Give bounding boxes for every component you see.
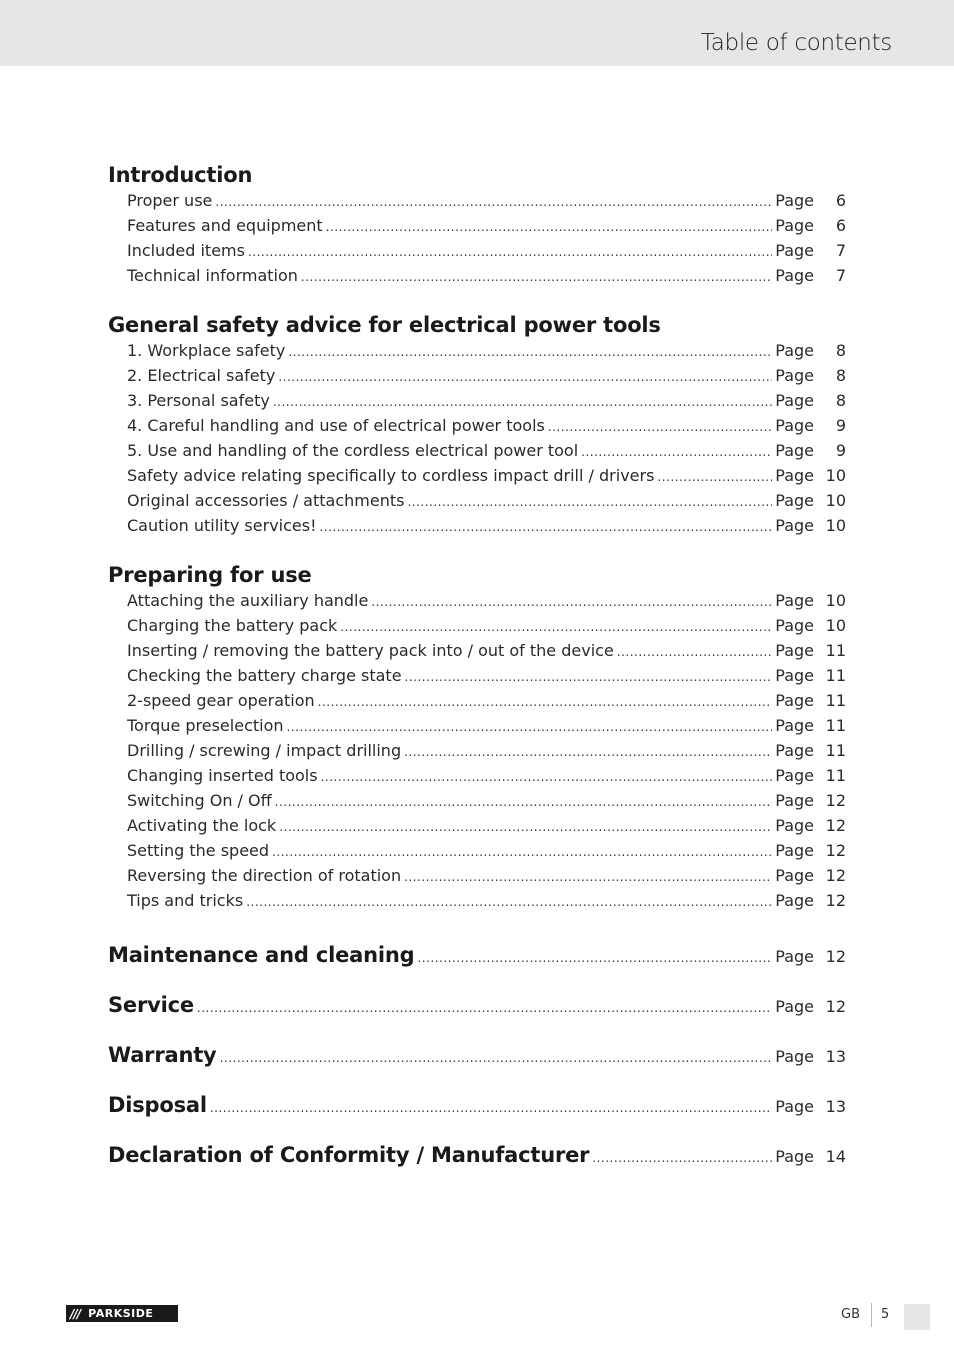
page-word: Page bbox=[775, 716, 814, 735]
leader-dots bbox=[405, 665, 773, 690]
page-title: Table of contents bbox=[700, 30, 892, 56]
leader-dots bbox=[275, 790, 773, 815]
toc-entry[interactable] bbox=[108, 413, 846, 438]
leader-dots bbox=[326, 215, 773, 240]
leader-dots bbox=[340, 615, 772, 640]
page-number: 12 bbox=[825, 866, 846, 885]
leader-dots bbox=[287, 715, 773, 740]
page-word: Page bbox=[775, 1097, 814, 1116]
entry-label: Attaching the auxiliary handle bbox=[127, 591, 369, 610]
page-word: Page bbox=[775, 241, 814, 260]
leader-dots bbox=[246, 890, 772, 915]
leader-dots bbox=[404, 740, 772, 765]
page-word: Page bbox=[775, 866, 814, 885]
toc-entry[interactable] bbox=[108, 663, 846, 688]
leader-dots bbox=[321, 765, 773, 790]
page-number: 7 bbox=[835, 241, 846, 260]
page-word: Page bbox=[775, 766, 814, 785]
footer-divider bbox=[871, 1303, 872, 1327]
logo-text: PARKSIDE bbox=[88, 1307, 154, 1320]
toc-entry[interactable] bbox=[108, 213, 846, 238]
section-title: Service bbox=[108, 993, 194, 1017]
section-title: Declaration of Conformity / Manufacturer bbox=[108, 1143, 590, 1167]
section-title: Maintenance and cleaning bbox=[108, 943, 415, 967]
toc-entry[interactable] bbox=[108, 238, 846, 263]
entry-label: Torque preselection bbox=[127, 716, 284, 735]
page-number: 10 bbox=[825, 466, 846, 485]
toc-entry[interactable] bbox=[108, 613, 846, 638]
entry-label: 1. Workplace safety bbox=[127, 341, 286, 360]
toc-entry[interactable] bbox=[108, 338, 846, 363]
section-title: Disposal bbox=[108, 1093, 207, 1117]
toc-entry[interactable] bbox=[108, 438, 846, 463]
page-number: 12 bbox=[825, 891, 846, 910]
leader-dots bbox=[407, 490, 772, 515]
page-number: 10 bbox=[825, 616, 846, 635]
leader-dots bbox=[581, 440, 772, 465]
toc-entry[interactable] bbox=[108, 813, 846, 838]
page-word: Page bbox=[775, 366, 814, 385]
entry-label: Included items bbox=[127, 241, 245, 260]
toc-entry[interactable] bbox=[108, 463, 846, 488]
page-word: Page bbox=[775, 416, 814, 435]
toc-entry[interactable] bbox=[108, 788, 846, 813]
leader-dots bbox=[248, 240, 772, 265]
toc-section-maintenance[interactable] bbox=[108, 933, 846, 983]
page-word: Page bbox=[775, 266, 814, 285]
page-word: Page bbox=[775, 891, 814, 910]
entry-label: 2-speed gear operation bbox=[127, 691, 315, 710]
entry-label: 4. Careful handling and use of electrical power tools bbox=[127, 416, 545, 435]
entry-label: Caution utility services! bbox=[127, 516, 317, 535]
header-band bbox=[0, 0, 954, 66]
toc-entry[interactable] bbox=[108, 488, 846, 513]
entry-label: Features and equipment bbox=[127, 216, 323, 235]
section-title: Introduction bbox=[108, 163, 253, 187]
page-word: Page bbox=[775, 841, 814, 860]
page-number: 12 bbox=[825, 816, 846, 835]
page-number: 11 bbox=[825, 641, 846, 660]
page-number: 12 bbox=[825, 841, 846, 860]
entry-label: Reversing the direction of rotation bbox=[127, 866, 402, 885]
page-word: Page bbox=[775, 691, 814, 710]
entry-label: Charging the battery pack bbox=[127, 616, 338, 635]
page-number: 6 bbox=[835, 216, 846, 235]
leader-dots bbox=[404, 865, 772, 890]
entry-label: Proper use bbox=[127, 191, 213, 210]
page-number: 11 bbox=[825, 691, 846, 710]
page-word: Page bbox=[775, 947, 814, 966]
page-word: Page bbox=[775, 997, 814, 1016]
toc-section-service[interactable] bbox=[108, 983, 846, 1033]
page-word: Page bbox=[775, 616, 814, 635]
language-code: GB bbox=[841, 1307, 860, 1322]
leader-dots bbox=[417, 936, 772, 980]
parkside-logo bbox=[66, 1305, 178, 1322]
toc-entry[interactable] bbox=[108, 513, 846, 538]
page-number: 12 bbox=[825, 791, 846, 810]
page-word: Page bbox=[775, 441, 814, 460]
toc-entry[interactable] bbox=[108, 888, 846, 913]
page-word: Page bbox=[775, 741, 814, 760]
toc-entry[interactable] bbox=[108, 188, 846, 213]
section-title: Warranty bbox=[108, 1043, 217, 1067]
page-word: Page bbox=[775, 341, 814, 360]
page-word: Page bbox=[775, 1147, 814, 1166]
toc-section-disposal[interactable] bbox=[108, 1083, 846, 1133]
page-word: Page bbox=[775, 491, 814, 510]
toc-entry[interactable] bbox=[108, 263, 846, 288]
toc-entry[interactable] bbox=[108, 638, 846, 663]
page-number: 11 bbox=[825, 716, 846, 735]
toc-section-general-safety bbox=[108, 308, 846, 538]
entry-label: 5. Use and handling of the cordless electrical power tool bbox=[127, 441, 579, 460]
page-number: 9 bbox=[835, 441, 846, 460]
page-number: 13 bbox=[825, 1047, 846, 1066]
toc-section-introduction bbox=[108, 158, 846, 288]
entry-label: Setting the speed bbox=[127, 841, 270, 860]
leader-dots bbox=[318, 690, 773, 715]
leader-dots bbox=[278, 365, 772, 390]
page-word: Page bbox=[775, 666, 814, 685]
page-number: 8 bbox=[835, 391, 846, 410]
toc-section-warranty[interactable] bbox=[108, 1033, 846, 1083]
section-title: Preparing for use bbox=[108, 563, 312, 587]
leader-dots bbox=[210, 1086, 772, 1130]
footer-tab-marker bbox=[904, 1304, 930, 1330]
page-word: Page bbox=[775, 516, 814, 535]
page-number: 7 bbox=[835, 266, 846, 285]
entry-label: Technical information bbox=[127, 266, 298, 285]
page-word: Page bbox=[775, 591, 814, 610]
page-word: Page bbox=[775, 466, 814, 485]
page-number: 11 bbox=[825, 666, 846, 685]
page-word: Page bbox=[775, 191, 814, 210]
leader-dots bbox=[657, 465, 772, 490]
entry-label: Original accessories / attachments bbox=[127, 491, 405, 510]
entry-label: 3. Personal safety bbox=[127, 391, 270, 410]
toc-section-declaration[interactable] bbox=[108, 1133, 846, 1183]
page-number: 10 bbox=[825, 516, 846, 535]
entry-label: Activating the lock bbox=[127, 816, 277, 835]
entry-label: Tips and tricks bbox=[127, 891, 244, 910]
page-number: 12 bbox=[825, 997, 846, 1016]
entry-label: Changing inserted tools bbox=[127, 766, 318, 785]
leader-dots bbox=[288, 340, 772, 365]
section-title: General safety advice for electrical power tools bbox=[108, 313, 661, 337]
leader-dots bbox=[301, 265, 772, 290]
leader-dots bbox=[220, 1036, 773, 1080]
entry-label: Inserting / removing the battery pack into / out of the device bbox=[127, 641, 614, 660]
page-word: Page bbox=[775, 216, 814, 235]
leader-dots bbox=[279, 815, 772, 840]
logo-mark: /// bbox=[70, 1306, 81, 1321]
page-word: Page bbox=[775, 391, 814, 410]
table-of-contents bbox=[108, 158, 846, 1183]
page-number: 10 bbox=[825, 491, 846, 510]
toc-entry[interactable] bbox=[108, 588, 846, 613]
leader-dots bbox=[592, 1136, 772, 1180]
entry-label: Switching On / Off bbox=[127, 791, 272, 810]
leader-dots bbox=[371, 590, 772, 615]
toc-entry[interactable] bbox=[108, 738, 846, 763]
toc-entry[interactable] bbox=[108, 863, 846, 888]
page-number: 8 bbox=[835, 341, 846, 360]
leader-dots bbox=[272, 840, 772, 865]
page-number: 14 bbox=[825, 1147, 846, 1166]
entry-label: 2. Electrical safety bbox=[127, 366, 276, 385]
leader-dots bbox=[320, 515, 773, 540]
page-word: Page bbox=[775, 1047, 814, 1066]
toc-entry[interactable] bbox=[108, 763, 846, 788]
page-number: 13 bbox=[825, 1097, 846, 1116]
page-number: 9 bbox=[835, 416, 846, 435]
page-number: 12 bbox=[825, 947, 846, 966]
entry-label: Safety advice relating specifically to cordless impact drill / drivers bbox=[127, 466, 655, 485]
toc-entry[interactable] bbox=[108, 838, 846, 863]
toc-section-preparing-for-use bbox=[108, 558, 846, 913]
page-word: Page bbox=[775, 641, 814, 660]
leader-dots bbox=[548, 415, 772, 440]
leader-dots bbox=[197, 986, 772, 1030]
entry-label: Checking the battery charge state bbox=[127, 666, 402, 685]
toc-entry[interactable] bbox=[108, 688, 846, 713]
page-number: 11 bbox=[825, 766, 846, 785]
leader-dots bbox=[215, 190, 772, 215]
page-number: 6 bbox=[835, 191, 846, 210]
page-word: Page bbox=[775, 816, 814, 835]
page-word: Page bbox=[775, 791, 814, 810]
page-number: 8 bbox=[835, 366, 846, 385]
footer-page-number: 5 bbox=[881, 1307, 890, 1322]
entry-label: Drilling / screwing / impact drilling bbox=[127, 741, 402, 760]
leader-dots bbox=[273, 390, 772, 415]
toc-entry[interactable] bbox=[108, 713, 846, 738]
toc-entry[interactable] bbox=[108, 388, 846, 413]
page-number: 11 bbox=[825, 741, 846, 760]
leader-dots bbox=[617, 640, 772, 665]
page-number: 10 bbox=[825, 591, 846, 610]
toc-entry[interactable] bbox=[108, 363, 846, 388]
